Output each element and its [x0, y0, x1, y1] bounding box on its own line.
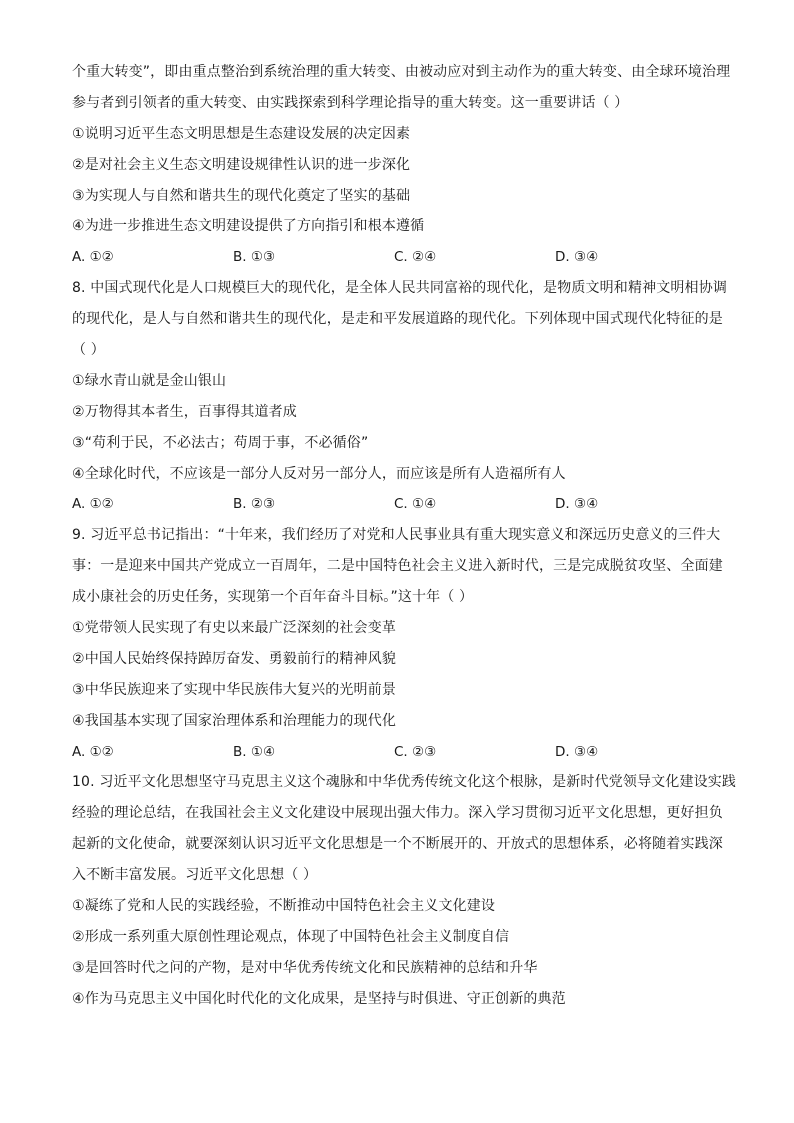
question-stem-line: 8. 中国式现代化是人口规模巨大的现代化，是全体人民共同富裕的现代化，是物质文明和精神文明相协调	[72, 280, 728, 297]
option-c: C. ②④	[394, 249, 437, 266]
question-stem-line: 入不断丰富发展。习近平文化思想（ ）	[72, 867, 318, 884]
statement-item: ④我国基本实现了国家治理体系和治理能力的现代化	[72, 712, 396, 729]
statement-item: ②万物得其本者生，百事得其道者成	[72, 403, 297, 420]
statement-item: ④为进一步推进生态文明建设提供了方向指引和根本遵循	[72, 218, 425, 235]
option-c: C. ②③	[394, 743, 437, 760]
question-stem-line: 参与者到引领者的重大转变、由实践探索到科学理论指导的重大转变。这一重要讲话（ ）	[72, 94, 629, 111]
statement-item: ③为实现人与自然和谐共生的现代化奠定了坚实的基础	[72, 187, 411, 204]
question-stem-line: 经验的理论总结，在我国社会主义文化建设中展现出强大伟力。深入学习贯彻习近平文化思想，更好担负	[72, 805, 723, 822]
answer-options	[72, 742, 732, 762]
option-b: B. ②③	[233, 496, 276, 513]
option-d: D. ③④	[555, 496, 599, 513]
option-a: A. ①②	[72, 249, 114, 266]
statement-item: ④全球化时代，不应该是一部分人反对另一部分人，而应该是所有人造福所有人	[72, 465, 566, 482]
question-stem-line: 10. 习近平文化思想坚守马克思主义这个魂脉和中华优秀传统文化这个根脉，是新时代党领导文化建设实践	[72, 774, 737, 791]
statement-item: ④作为马克思主义中国化时代化的文化成果，是坚持与时俱进、守正创新的典范	[72, 990, 566, 1007]
statement-item: ②是对社会主义生态文明建设规律性认识的进一步深化	[72, 156, 411, 173]
answer-options	[72, 494, 732, 514]
question-stem-line: （ ）	[72, 342, 105, 359]
option-b: B. ①④	[233, 743, 276, 760]
option-d: D. ③④	[555, 743, 599, 760]
question-stem-line: 9. 习近平总书记指出：“十年来，我们经历了对党和人民事业具有重大现实意义和深远历史意义的三件大	[72, 527, 721, 544]
question-stem-line: 起新的文化使命，就要深刻认识习近平文化思想是一个不断展开的、开放式的思想体系，必将随着实践深	[72, 836, 723, 853]
option-d: D. ③④	[555, 249, 599, 266]
option-b: B. ①③	[233, 249, 276, 266]
question-stem-line: 事：一是迎来中国共产党成立一百周年，二是中国特色社会主义进入新时代，三是完成脱贫攻坚、全面建	[72, 558, 723, 575]
statement-item: ①凝练了党和人民的实践经验，不断推动中国特色社会主义文化建设	[72, 898, 496, 915]
question-10	[72, 772, 737, 1008]
statement-item: ③中华民族迎来了实现中华民族伟大复兴的光明前景	[72, 681, 396, 698]
statement-item: ③是回答时代之问的产物，是对中华优秀传统文化和民族精神的总结和升华	[72, 959, 538, 976]
question-7	[72, 62, 732, 267]
statement-item: ②中国人民始终保持踔厉奋发、勇毅前行的精神风貌	[72, 650, 396, 667]
statement-item: ①绿水青山就是金山银山	[72, 372, 227, 389]
question-stem-line: 成小康社会的历史任务，实现第一个百年奋斗目标。”这十年（ ）	[72, 589, 474, 606]
question-stem-line: 个重大转变”，即由重点整治到系统治理的重大转变、由被动应对到主动作为的重大转变、由全球环境治理	[72, 64, 731, 80]
statement-item: ①党带领人民实现了有史以来最广泛深刻的社会变革	[72, 620, 396, 637]
option-a: A. ①②	[72, 496, 114, 513]
statement-item: ②形成一系列重大原创性理论观点，体现了中国特色社会主义制度自信	[72, 928, 510, 945]
answer-options	[72, 247, 732, 267]
option-c: C. ①④	[394, 496, 437, 513]
question-9	[72, 525, 732, 761]
statement-item: ①说明习近平生态文明思想是生态建设发展的决定因素	[72, 125, 411, 142]
option-a: A. ①②	[72, 743, 114, 760]
exam-page	[72, 62, 737, 1020]
question-stem-line: 的现代化，是人与自然和谐共生的现代化，是走和平发展道路的现代化。下列体现中国式现代化特征的是	[72, 311, 723, 328]
question-8	[72, 278, 732, 514]
statement-item: ③“苟利于民，不必法古；苟周于事，不必循俗”	[72, 434, 369, 451]
